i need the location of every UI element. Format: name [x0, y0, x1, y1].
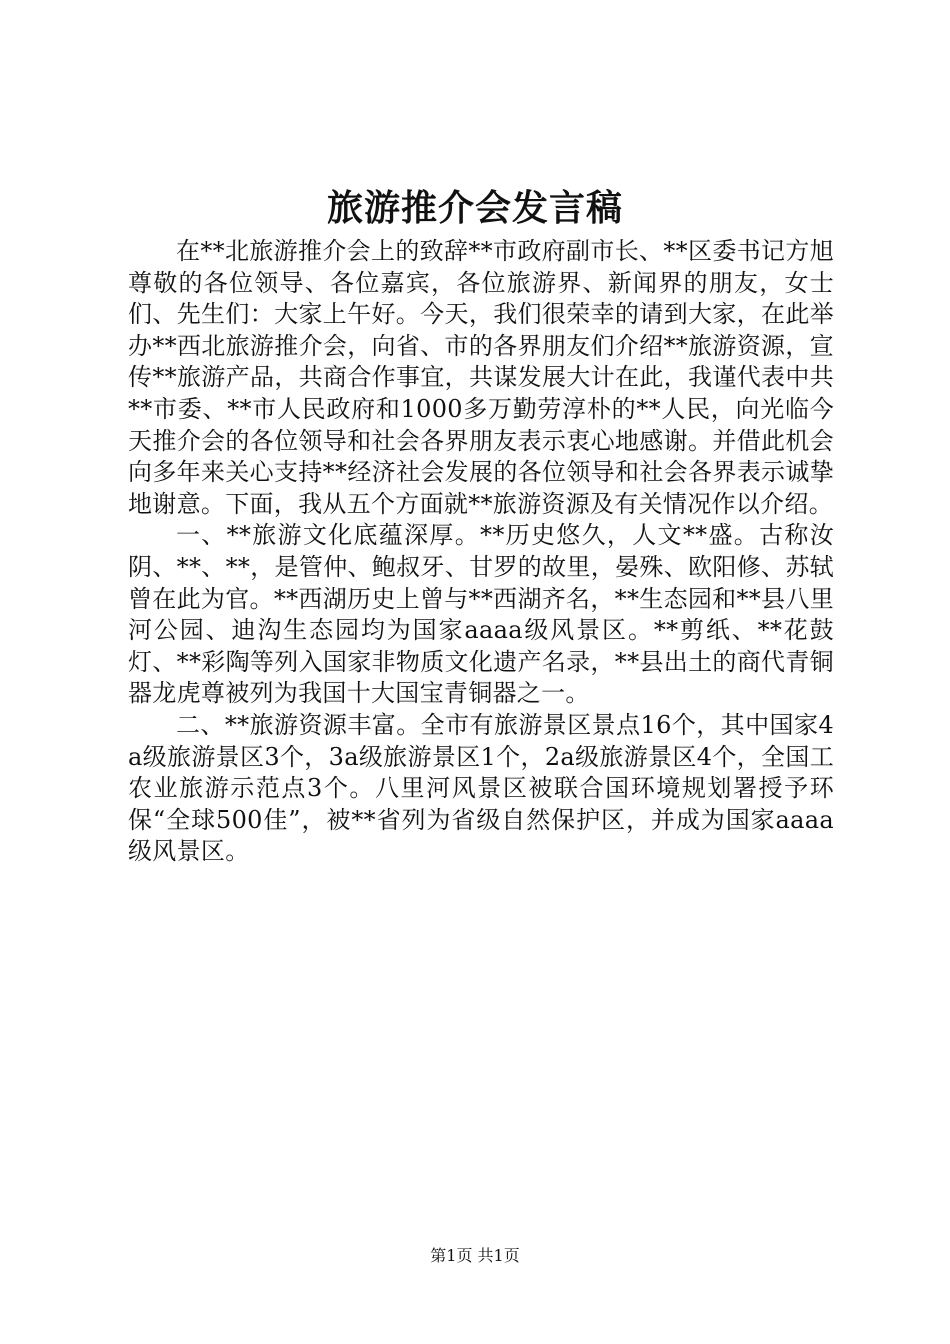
paragraph-intro: 在**北旅游推介会上的致辞**市政府副市长、**区委书记方旭尊敬的各位领导、各位嘉宾，各位旅游界、新闻界的朋友，女士们、先生们：大家上午好。今天，我们很荣幸的请到大家，在此举办**西北旅游推介会，向省、市的各界朋友们介绍**旅游资源，宣传**旅游产品，共商合作事宜，共谋发展大计在此，我谨代表中共**市委、**市人民政府和1000多万勤劳淳朴的**人民，向光临今天推介会的各位领导和社会各界朋友表示衷心地感谢。并借此机会向多年来关心支持**经济社会发展的各位领导和社会各界表示诚挚地谢意。下面，我从五个方面就**旅游资源及有关情况作以介绍。 [128, 237, 834, 518]
document-body [128, 236, 834, 868]
page-number: 第1页 共1页 [430, 1246, 520, 1265]
paragraph-culture: 一、**旅游文化底蕴深厚。**历史悠久，人文**盛。古称汝阴、**、**，是管仲、鲍叔牙、甘罗的故里，晏殊、欧阳修、苏轼曾在此为官。**西湖历史上曾与**西湖齐名，**生态园和**县八里河公园、迪沟生态园均为国家aaaa级风景区。**剪纸、**花鼓灯、**彩陶等列入国家非物质文化遗产名录，**县出土的商代青铜器龙虎尊被列为我国十大国宝青铜器之一。 [128, 521, 834, 708]
paragraph-resources: 二、**旅游资源丰富。全市有旅游景区景点16个，其中国家4a级旅游景区3个，3a级旅游景区1个，2a级旅游景区4个，全国工农业旅游示范点3个。八里河风景区被联合国环境规划署授予环保“全球500佳”，被**省列为省级自然保护区，并成为国家aaaa级风景区。 [128, 710, 834, 866]
document-title: 旅游推介会发言稿 [326, 187, 623, 229]
